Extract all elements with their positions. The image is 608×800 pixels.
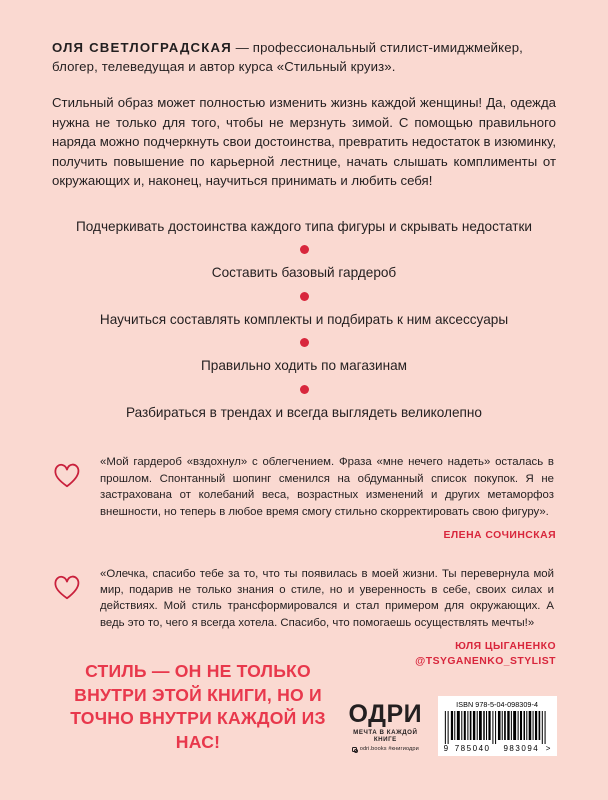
testimonial-author-handle: @TSYGANENKO_STYLIST — [415, 655, 556, 667]
publisher-social-text: odri.books #книгиодри — [359, 746, 419, 752]
ean-group-2: 983094 — [503, 744, 540, 753]
benefit-item: Разбираться в трендах и всегда выглядеть великолепно — [126, 404, 482, 420]
author-description: — профессиональный стилист-имиджмейкер, блогер, телеведущая и автор курса «Стильный круиз». — [52, 40, 523, 74]
testimonial-quote: «Мой гардероб «вздохнул» с облегчением. Фраза «мне нечего надеть» осталась в прошлом. Спонтанный шопинг сменился на обдуманный список покупок. Я не застрахована от колебаний веса, возрастных изменений и других метаморфоз внешности, но теперь в любое время смогу стильно скорректировать свою фигуру». — [100, 456, 554, 518]
testimonial-quote: «Олечка, спасибо тебе за то, что ты появилась в моей жизни. Ты перевернула мой мир, подарив не только знания о стиле, но и уверенность в себе, своих силах и действиях. Мой стиль трансформировался и стал примером для окружающих. А ведь это то, чего я всегда хотела. Спасибо, что помогаешь осуществлять мечты!» — [100, 567, 554, 629]
testimonial-card — [52, 566, 556, 670]
benefit-item: Подчеркивать достоинства каждого типа фигуры и скрывать недостатки — [76, 218, 532, 234]
ean-group-1: 785040 — [454, 744, 491, 753]
closing-tagline: СТИЛЬ — ОН НЕ ТОЛЬКО ВНУТРИ ЭТОЙ КНИГИ, НО И ТОЧНО ВНУТРИ КАЖДОЙ ИЗ НАС! — [70, 661, 326, 752]
ean-digits — [443, 744, 552, 753]
isbn-number: ISBN 978-5-04-098309-4 — [456, 700, 539, 709]
bullet-dot-icon — [300, 245, 309, 254]
testimonial-author-name: ЕЛЕНА СОЧИНСКАЯ — [443, 530, 556, 542]
benefit-item: Научиться составлять комплекты и подбирать к ним аксессуары — [99, 311, 509, 327]
bullet-dot-icon — [300, 385, 309, 394]
testimonials-section — [52, 454, 556, 669]
benefit-item: Составить базовый гардероб — [211, 265, 397, 281]
publisher-social — [344, 746, 427, 752]
author-intro — [52, 0, 556, 76]
heart-icon — [52, 460, 82, 490]
heart-icon — [52, 572, 82, 602]
author-name: ОЛЯ СВЕТЛОГРАДСКАЯ — [52, 40, 232, 55]
testimonial-author-name: ЮЛЯ ЦЫГАНЕНКО — [455, 641, 556, 653]
testimonial-card — [52, 454, 556, 543]
bottom-band — [52, 660, 556, 756]
barcode-bars-icon — [443, 711, 552, 744]
benefit-item: Правильно ходить по магазинам — [201, 358, 407, 374]
ean-trailing-mark: > — [545, 744, 551, 753]
benefits-list — [52, 217, 556, 423]
publisher-logo — [344, 701, 427, 756]
publisher-tagline: МЕЧТА В КАЖДОЙ КНИГЕ — [353, 729, 418, 743]
ean-lead-digit: 9 — [443, 744, 449, 753]
isbn-barcode — [438, 696, 557, 756]
testimonial-author — [100, 529, 556, 544]
brand-zone — [344, 696, 557, 756]
lead-paragraph: Стильный образ может полностью изменить жизнь каждой женщины! Да, одежда нужна не только для того, чтобы не мерзнуть зимой. С помощью правильного наряда можно подчеркнуть свои достоинства, превратить недостаток в изюминку, получить повышение по карьерной лестнице, начать слышать комплименты от окружающих и, наконец, научиться принимать и любить себя! — [52, 95, 556, 189]
publisher-name: ОДРИ — [348, 700, 423, 728]
instagram-icon — [352, 747, 357, 752]
bullet-dot-icon — [300, 292, 309, 301]
bullet-dot-icon — [300, 338, 309, 347]
